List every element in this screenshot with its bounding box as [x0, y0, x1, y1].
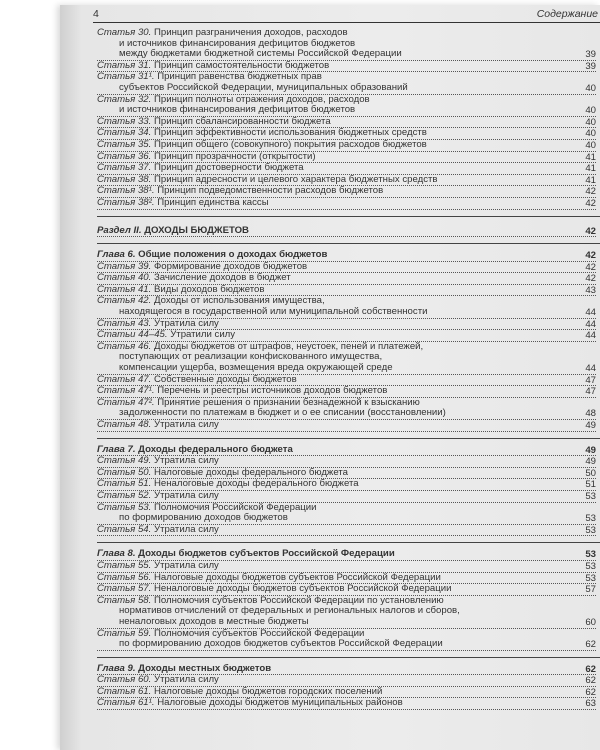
toc-page-number: 44: [585, 330, 596, 342]
divider: [97, 657, 600, 658]
toc-text: Принцип разграничения доходов, расходов: [153, 27, 348, 38]
toc-page-number: 41: [585, 151, 596, 163]
toc-text: Налоговые доходы бюджетов субъектов Российской Федерации: [153, 571, 441, 583]
toc-text: Виды доходов бюджетов: [153, 283, 265, 295]
toc-prefix: Статья 32.: [97, 93, 152, 105]
toc-page-number: 62: [585, 686, 596, 698]
toc-article[interactable]: [97, 342, 600, 375]
toc-article[interactable]: [97, 28, 600, 61]
toc-prefix: Статья 47.: [97, 373, 152, 385]
toc-text: Доходы местных бюджетов: [138, 662, 272, 674]
toc-prefix: Глава 7.: [97, 443, 136, 455]
toc-line: [97, 639, 596, 651]
toc-text: Принцип адресности и целевого характера бюджетных средств: [153, 173, 438, 185]
toc-prefix: Статья 46.: [97, 340, 152, 352]
toc-page-number: 63: [585, 698, 596, 710]
toc-prefix: Статья 47².: [97, 396, 155, 408]
toc-text: Неналоговые доходы федерального бюджета: [153, 478, 359, 490]
toc-page-number: 40: [585, 116, 596, 128]
toc-prefix: Статья 59.: [97, 627, 152, 639]
toc-page-number: 53: [585, 490, 596, 502]
toc-prefix: Статья 38¹.: [97, 185, 155, 197]
toc-page-number: 49: [585, 420, 596, 431]
toc-text: нормативов отчислений от федеральных и региональных налогов и сборов,: [119, 605, 460, 617]
toc-page-number: 41: [585, 163, 596, 175]
toc-text: Собственные доходы бюджетов: [153, 373, 297, 385]
toc-text: Принцип единства кассы: [157, 196, 269, 208]
toc-page-number: 40: [585, 82, 596, 94]
toc-text: Принцип подведомственности расходов бюджетов: [157, 185, 384, 197]
toc-prefix: Статья 35.: [97, 138, 152, 150]
toc-text: компенсации ущерба, возмещения вреда окружающей среде: [119, 362, 393, 374]
toc-article[interactable]: [97, 95, 600, 117]
toc-prefix: Статья 41.: [97, 283, 152, 295]
toc-prefix: Статья 51.: [97, 478, 152, 490]
table-of-contents: [97, 28, 600, 710]
toc-page-number: 53: [585, 524, 596, 536]
toc-line: [97, 525, 596, 537]
toc-prefix: Статья 38².: [97, 196, 155, 208]
toc-page-number: 42: [585, 273, 596, 285]
toc-prefix: Статья 31.: [97, 59, 152, 71]
toc-article[interactable]: [97, 420, 600, 432]
toc-text: неналоговых доходов в местные бюджеты: [119, 615, 309, 627]
toc-page-number: 44: [585, 363, 596, 375]
toc-text: Принцип прозрачности (открытости): [153, 150, 316, 162]
running-title: Содержание: [536, 8, 598, 20]
toc-prefix: Статья 47¹.: [97, 385, 155, 397]
toc-text: Неналоговые доходы бюджетов субъектов Российской Федерации: [153, 583, 452, 595]
toc-prefix: Статья 38.: [97, 173, 152, 185]
toc-prefix: Статьи 44–45.: [97, 329, 168, 341]
toc-prefix: Статья 58.: [97, 594, 152, 606]
toc-prefix: Статья 34.: [97, 127, 152, 139]
toc-text: Налоговые доходы бюджетов муниципальных районов: [157, 697, 403, 709]
toc-text: Доходы от использования имущества,: [153, 295, 325, 307]
toc-page-number: 39: [585, 60, 596, 72]
toc-prefix: Статья 42.: [97, 295, 152, 307]
toc-page-number: 42: [585, 186, 596, 198]
toc-page-number: 42: [585, 250, 596, 262]
toc-text: Принцип сбалансированности бюджета: [153, 115, 331, 127]
toc-text: Утратила силу: [153, 674, 219, 686]
toc-text: по формированию доходов бюджетов субъектов Российской Федерации: [119, 638, 443, 650]
toc-page-number: 42: [585, 225, 596, 237]
toc-text: Утратили силу: [170, 329, 236, 341]
toc-prefix: Статья 39.: [97, 260, 152, 272]
toc-prefix: Статья 57.: [97, 583, 152, 595]
toc-text: Утратила силу: [153, 317, 219, 329]
page-header: [93, 8, 600, 23]
toc-page-number: 62: [585, 663, 596, 675]
toc-page-number: 53: [585, 549, 596, 561]
toc-line: [97, 198, 596, 210]
toc-page-number: 60: [585, 616, 596, 628]
toc-prefix: Статья 36.: [97, 150, 152, 162]
toc-prefix: Статья 40.: [97, 272, 152, 284]
toc-text: Налоговые доходы бюджетов городских поселений: [153, 685, 383, 697]
toc-page-number: 49: [585, 456, 596, 468]
toc-text: находящегося в государственной или муниципальной собственности: [119, 306, 428, 318]
toc-prefix: Статья 43.: [97, 317, 152, 329]
toc-text: Полномочия субъектов Российской Федерации: [153, 627, 365, 639]
toc-text: Принцип общего (совокупного) покрытия расходов бюджетов: [153, 138, 427, 150]
toc-text: Налоговые доходы федерального бюджета: [153, 466, 348, 478]
toc-page-number: 41: [585, 174, 596, 186]
divider: [97, 542, 600, 543]
toc-text: Принцип эффективности использования бюджетных средств: [153, 127, 427, 139]
toc-text: Зачисление доходов в бюджет: [153, 272, 291, 284]
toc-article[interactable]: [97, 72, 600, 94]
toc-page-number: 48: [585, 408, 596, 420]
toc-prefix: Статья 50.: [97, 466, 152, 478]
toc-page-number: 49: [585, 444, 596, 456]
toc-text: Принцип достоверности бюджета: [153, 162, 304, 174]
toc-prefix: Статья 33.: [97, 115, 152, 127]
toc-prefix: Статья 53.: [97, 501, 152, 513]
toc-text: Перечень и реестры источников доходов бюджетов: [157, 385, 388, 397]
toc-page-number: 57: [585, 584, 596, 596]
toc-page-number: 53: [585, 560, 596, 572]
toc-text: по формированию доходов бюджетов: [119, 512, 288, 524]
toc-prefix: Статья 31¹.: [97, 71, 155, 83]
toc-text: задолженности по платежам в бюджет и о ее списании (восстановлении): [119, 407, 446, 419]
toc-text: Принцип полноты отражения доходов, расходов: [153, 93, 370, 105]
toc-prefix: Статья 61¹.: [97, 697, 155, 709]
toc-prefix: Статья 52.: [97, 489, 152, 501]
divider: [97, 243, 600, 244]
toc-prefix: Статья 30.: [97, 27, 152, 38]
toc-prefix: Статья 55.: [97, 559, 152, 571]
toc-text: Принцип равенства бюджетных прав: [157, 71, 322, 83]
toc-page-number: 62: [585, 675, 596, 687]
toc-page-number: 42: [585, 261, 596, 273]
toc-article[interactable]: [97, 198, 600, 210]
toc-prefix: Статья 60.: [97, 674, 152, 686]
toc-text: Общие положения о доходах бюджетов: [138, 249, 328, 261]
toc-page-number: 47: [585, 386, 596, 398]
toc-prefix: Глава 6.: [97, 249, 136, 261]
toc-prefix: Раздел II.: [97, 224, 142, 236]
toc-prefix: Статья 61.: [97, 685, 152, 697]
toc-page-number: 47: [585, 374, 596, 386]
toc-text: ДОХОДЫ БЮДЖЕТОВ: [144, 224, 249, 236]
toc-text: субъектов Российской Федерации, муниципальных образований: [119, 81, 408, 93]
toc-text: Доходы бюджетов субъектов Российской Федерации: [138, 548, 395, 560]
toc-page-number: 40: [585, 128, 596, 140]
toc-prefix: Глава 9.: [97, 662, 136, 674]
toc-text: Формирование доходов бюджетов: [153, 260, 308, 272]
toc-text: между бюджетами бюджетной системы Российской Федерации: [119, 48, 402, 60]
toc-page-number: 62: [585, 639, 596, 651]
toc-page-number: 39: [585, 49, 596, 61]
divider: [97, 438, 600, 439]
toc-text: Принцип самостоятельности бюджетов: [153, 59, 330, 71]
toc-section[interactable]: [97, 226, 600, 238]
toc-text: и источников финансирования дефицитов бюджетов: [119, 104, 356, 116]
toc-text: Утратила силу: [153, 455, 219, 467]
toc-prefix: Статья 54.: [97, 523, 152, 535]
toc-page-number: 40: [585, 139, 596, 151]
toc-text: Утратила силу: [153, 419, 219, 430]
toc-article[interactable]: [97, 503, 600, 525]
toc-article[interactable]: [97, 596, 600, 629]
toc-text: поступающих от реализации конфискованного имущества,: [119, 351, 383, 363]
toc-article[interactable]: [97, 629, 600, 651]
toc-line: [97, 420, 596, 432]
toc-text: Доходы федерального бюджета: [138, 443, 293, 455]
toc-line: [97, 226, 596, 238]
toc-prefix: Глава 8.: [97, 548, 136, 560]
toc-prefix: Статья 48.: [97, 419, 152, 430]
toc-text: Утратила силу: [153, 489, 219, 501]
toc-prefix: Статья 56.: [97, 571, 152, 583]
toc-text: Утратила силу: [153, 559, 219, 571]
toc-prefix: Статья 37.: [97, 162, 152, 174]
toc-article[interactable]: [97, 525, 600, 537]
toc-article[interactable]: [97, 698, 600, 710]
toc-page-number: 44: [585, 318, 596, 330]
toc-text: и источников финансирования дефицитов бюджетов: [119, 37, 356, 49]
toc-page-number: 51: [585, 479, 596, 491]
toc-article[interactable]: [97, 398, 600, 420]
toc-page-number: 50: [585, 467, 596, 479]
toc-prefix: Статья 49.: [97, 455, 152, 467]
divider: [97, 216, 600, 217]
toc-text: Утратила силу: [153, 523, 219, 535]
toc-page-number: 53: [585, 513, 596, 525]
toc-text: Доходы бюджетов от штрафов, неустоек, пеней и платежей,: [153, 340, 424, 352]
toc-text: Полномочия субъектов Российской Федерации по установлению: [153, 594, 444, 606]
toc-text: Принятие решения о признании безнадежной к взысканию: [157, 396, 420, 408]
toc-page-number: 42: [585, 197, 596, 209]
toc-article[interactable]: [97, 296, 600, 318]
toc-line: [97, 698, 596, 710]
toc-page-number: 53: [585, 572, 596, 584]
page-number: 4: [93, 8, 99, 20]
toc-page-number: 40: [585, 105, 596, 117]
toc-page-number: 44: [585, 307, 596, 319]
toc-text: Полномочия Российской Федерации: [153, 501, 317, 513]
toc-page-number: 43: [585, 284, 596, 296]
